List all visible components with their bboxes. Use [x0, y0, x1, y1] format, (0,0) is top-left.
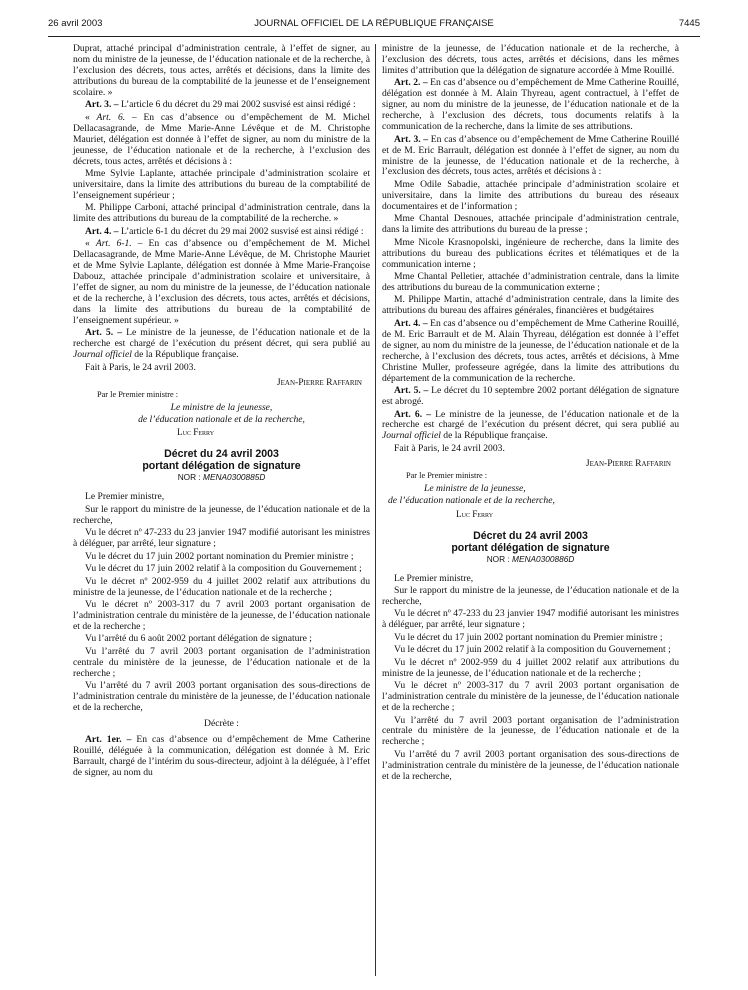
article-label: Art. 1er. – — [85, 733, 132, 745]
decree-title-line: Décret du 24 avril 2003 — [473, 529, 588, 542]
minister-title: Le ministre de la jeunesse, — [424, 482, 526, 494]
visa: Vu l’arrêté du 7 avril 2003 portant organisation des sous-directions de l’administration centrale du ministère de la jeunesse, de l’éducation nationale et de la recherche, — [73, 680, 370, 714]
article-quote — [73, 239, 370, 327]
minister-title: de l’éducation nationale et de la recherche, — [388, 495, 555, 507]
article-label: Art. 6. — [96, 111, 126, 123]
fait-a-paris: Fait à Paris, le 24 avril 2003. — [394, 442, 505, 454]
article-label: Art. 4. – — [85, 225, 119, 237]
minister-title: Le ministre de la jeunesse, — [170, 401, 273, 413]
visa: Vu l’arrêté du 7 avril 2003 portant organisation de l’administration centrale du ministère de la jeunesse, de l’éducation nationale et de la recherche ; — [73, 645, 370, 679]
decree-title-line: Décret du 24 avril 2003 — [164, 448, 279, 461]
nor-label: NOR : — [486, 553, 513, 564]
paragraph: M. Philippe Martin, attaché d’administration centrale, dans la limite des attributions du bureau des affaires générales, financières et budgétaires — [382, 294, 679, 317]
nor-reference — [382, 554, 679, 565]
article — [382, 78, 679, 133]
signature-ferry: Luc Ferry — [456, 508, 494, 519]
quote-mark: « — [85, 111, 97, 123]
header-date: 26 avril 2003 — [48, 18, 103, 29]
visa: Vu le décret nº 47-233 du 23 janvier 1947 modifié autorisant les ministres à déléguer, par arrêté, leur signature ; — [382, 608, 679, 631]
article-text: de la République française. — [440, 430, 548, 442]
nor-code: MENA0300885D — [203, 472, 266, 483]
article — [382, 386, 679, 408]
article — [382, 410, 679, 443]
paragraph: ministre de la jeunesse, de l’éducation nationale et de la recherche, à l’exclusion des décrets, tous actes, arrêtés et décisions, dans les mêmes limites d’attribution que la délégation de signature accordée à Mme Rouillé. — [382, 43, 679, 76]
visa: Vu le décret du 17 juin 2002 portant nomination du Premier ministre ; — [394, 631, 663, 643]
visa: Vu le décret nº 47-233 du 23 janvier 1947 modifié autorisant les ministres à déléguer, par arrêté, leur signature ; — [73, 527, 370, 550]
article — [73, 735, 370, 779]
paragraph: Mme Chantal Pelletier, attachée d’administration centrale, dans la limite des attributions du bureau de la communication externe ; — [382, 271, 679, 294]
article-quote — [73, 113, 370, 168]
article — [382, 135, 679, 179]
article-label: Art. 3. – — [85, 99, 119, 111]
journal-title: JOURNAL OFFICIEL DE LA RÉPUBLIQUE FRANÇAISE — [254, 18, 494, 29]
right-column — [382, 44, 679, 784]
article-text: L’article 6 du décret du 29 mai 2002 susvisé est ainsi rédigé : — [118, 99, 356, 111]
visa: Vu le décret nº 2002-959 du 4 juillet 2002 relatif aux attributions du ministre de la jeunesse, de l’éducation nationale et de la recherche ; — [73, 575, 370, 598]
article-label: Art. 6-1. — [95, 238, 132, 250]
article-text: Le décret du 10 septembre 2002 portant délégation de signature est abrogé. — [382, 385, 679, 408]
signature-raffarin: Jean-Pierre Raffarin — [585, 457, 671, 469]
page-number: 7445 — [678, 18, 700, 29]
nor-reference — [73, 472, 370, 483]
paragraph: Mme Chantal Desnoues, attachée principale d’administration centrale, dans la limite des attributions du bureau de la presse ; — [382, 213, 679, 236]
quote-mark: « — [85, 238, 96, 250]
article-text: L’article 6-1 du décret du 29 mai 2002 susvisé est ainsi rédigé : — [118, 225, 364, 237]
article-label: Art. 3. – — [394, 133, 429, 145]
article — [382, 319, 679, 385]
par-premier-ministre: Par le Premier ministre : — [406, 471, 488, 481]
page-header — [48, 18, 700, 34]
paragraph: Mme Sylvie Laplante, attachée principale d’administration scolaire et universitaire, dans la limite des attributions du bureau de la comptabilité de l’enseignement supérieur ; — [73, 167, 370, 201]
article — [73, 227, 370, 238]
article-label: Art. 5. – — [394, 385, 429, 397]
paragraph: Le Premier ministre, — [85, 491, 165, 503]
nor-code: MENA0300886D — [512, 553, 575, 564]
column-divider — [375, 44, 376, 976]
article-text: Le ministre de la jeunesse, de l’éducation nationale et de la recherche est chargé de l’exécution du présent décret, qui sera publié au — [382, 408, 680, 431]
visa: Vu le décret nº 2002-959 du 4 juillet 2002 relatif aux attributions du ministre de la jeunesse, de l’éducation nationale et de la recherche ; — [382, 656, 679, 679]
paragraph: Mme Nicole Krasnopolski, ingénieure de recherche, dans la limite des attributions du bureau des publications écrites et télématiques et de la communication interne ; — [382, 236, 679, 270]
visa: Sur le rapport du ministre de la jeunesse, de l’éducation nationale et de la recherche, — [73, 503, 370, 526]
article-text: – En cas d’absence ou d’empêchement de M. Michel Dellacasagrande, de Mme Marie-Anne Lévêque, de M. Christophe Mauriet et de Mme Sylvie Laplante, délégation est donnée à Mme Marie-Françoise Dabouz, attachée principale d’administration scolaire et universitaire, à l’effet de signer, au nom du ministre de la jeunesse, de l’éducation nationale et de la recherche, à l’exclusion des décrets, tous actes, arrêtés et décisions, dans la limite des attributions du bureau de la comptabilité de l’enseignement supérieur. » — [73, 238, 370, 326]
decree-title-line: portant délégation de signature — [142, 460, 301, 473]
signature-ferry: Luc Ferry — [177, 427, 215, 438]
journal-officiel-ref: Journal officiel — [382, 430, 441, 442]
nor-label: NOR : — [177, 472, 204, 483]
header-rule — [48, 36, 700, 37]
decree-title — [382, 530, 679, 554]
article-text: En cas d’absence ou d’empêchement de Mme Catherine Rouillé et de M. Eric Barrault, délégation est donnée à l’effet de signer, au nom du ministre de la jeunesse, de l’éducation nationale et de la recherche, à l’exclusion des décrets, tous actes, arrêtés et décisions à : — [382, 133, 679, 178]
paragraph: Le Premier ministre, — [394, 572, 474, 584]
article-label: Art. 5. – — [85, 327, 123, 339]
article — [73, 328, 370, 361]
signature-raffarin: Jean-Pierre Raffarin — [276, 376, 362, 388]
article-label: Art. 2. – — [394, 77, 428, 89]
visa: Vu le décret nº 2003-317 du 7 avril 2003 portant organisation de l’administration centrale du ministère de la jeunesse, de l’éducation nationale et de la recherche ; — [382, 680, 679, 714]
article-text: En cas d’absence ou d’empêchement de Mme Catherine Rouillé, de M. Eric Barrault et de M. Alain Thyreau, délégation est donnée à l’effet de signer, au nom du ministre de la jeunesse, de l’éducation nationale et de la recherche, à l’exclusion des décrets, tous actes, arrêtés et décisions, à Mme Christine Muller, professeure agrégée, dans la limite des attributions du département de la communication de la recherche. — [382, 317, 679, 384]
article-text: – En cas d’absence ou d’empêchement de M. Michel Dellacasagrande, de Mme Marie-Anne Lévêque et de M. Christophe Mauriet, délégation est donnée à l’effet de signer, au nom du ministre de la jeunesse, de l’éducation nationale et de la recherche, à l’exclusion des décrets, tous actes, arrêtés et décisions à : — [73, 111, 370, 167]
journal-officiel-ref: Journal officiel — [73, 349, 132, 361]
visa: Vu le décret nº 2003-317 du 7 avril 2003 portant organisation de l’administration centrale du ministère de la jeunesse, de l’éducation nationale et de la recherche ; — [73, 598, 370, 632]
article-text: de la République française. — [131, 349, 239, 361]
fait-a-paris: Fait à Paris, le 24 avril 2003. — [85, 361, 196, 373]
visa: Vu le décret du 17 juin 2002 relatif à la composition du Gouvernement ; — [394, 644, 671, 656]
article-label: Art. 4. – — [394, 317, 428, 329]
article-text: En cas d’absence ou d’empêchement de Mme Catherine Rouillé, déléguée à la communication, délégation est donnée à M. Eric Barrault, chargé de l’intérim du sous-directeur, adjoint à la déléguée, à l’effet de signer, au nom du — [73, 733, 370, 778]
article-text: En cas d’absence ou d’empêchement de Mme Catherine Rouillé, délégation est donnée à M. Alain Thyreau, agent contractuel, à l’effet de signer, au nom du ministre de la jeunesse, de l’éducation nationale et de la recherche, à l’exclusion des décrets, tous documents relatifs à la communication de la recherche, dans la limite de ses attributions. — [382, 77, 679, 133]
visa: Vu le décret du 17 juin 2002 relatif à la composition du Gouvernement ; — [85, 563, 362, 575]
visa: Vu le décret du 17 juin 2002 portant nomination du Premier ministre ; — [85, 550, 354, 562]
decrete: Décrète : — [204, 718, 239, 730]
article-label: Art. 6. – — [394, 408, 432, 420]
visa: Sur le rapport du ministre de la jeunesse, de l’éducation nationale et de la recherche, — [382, 585, 679, 607]
visa: Vu l’arrêté du 7 avril 2003 portant organisation des sous-directions de l’administration centrale du ministère de la jeunesse, de l’éducation nationale et de la recherche, — [382, 748, 679, 782]
article — [73, 100, 370, 111]
article-text: Le ministre de la jeunesse, de l’éducation nationale et de la recherche est chargé de l’exécution du présent décret, qui sera publié au — [73, 327, 371, 350]
visa: Vu l’arrêté du 6 août 2002 portant délégation de signature ; — [85, 633, 312, 645]
paragraph: M. Philippe Carboni, attaché principal d’administration centrale, dans la limite des attributions du bureau de la comptabilité de la recherche. » — [73, 202, 370, 225]
minister-title: de l’éducation nationale et de la recherche, — [138, 414, 305, 425]
decree-title — [73, 448, 370, 472]
paragraph: Duprat, attaché principal d’administration centrale, à l’effet de signer, au nom du ministre de la jeunesse, de l’éducation nationale et de la recherche, à l’exclusion des décrets, tous actes, arrêtés et décisions, dans la limite des attributions du bureau de la comptabilité de la jeunesse et de l’enseignement scolaire. » — [73, 43, 370, 98]
decree-title-line: portant délégation de signature — [451, 541, 610, 554]
paragraph: Mme Odile Sabadie, attachée principale d’administration scolaire et universitaire, dans la limite des attributions du bureau des réseaux documentaires et de l’information ; — [382, 178, 679, 212]
visa: Vu l’arrêté du 7 avril 2003 portant organisation de l’administration centrale du ministère de la jeunesse, de l’éducation nationale et de la recherche ; — [382, 714, 679, 748]
par-premier-ministre: Par le Premier ministre : — [97, 390, 179, 400]
left-column — [73, 44, 370, 780]
